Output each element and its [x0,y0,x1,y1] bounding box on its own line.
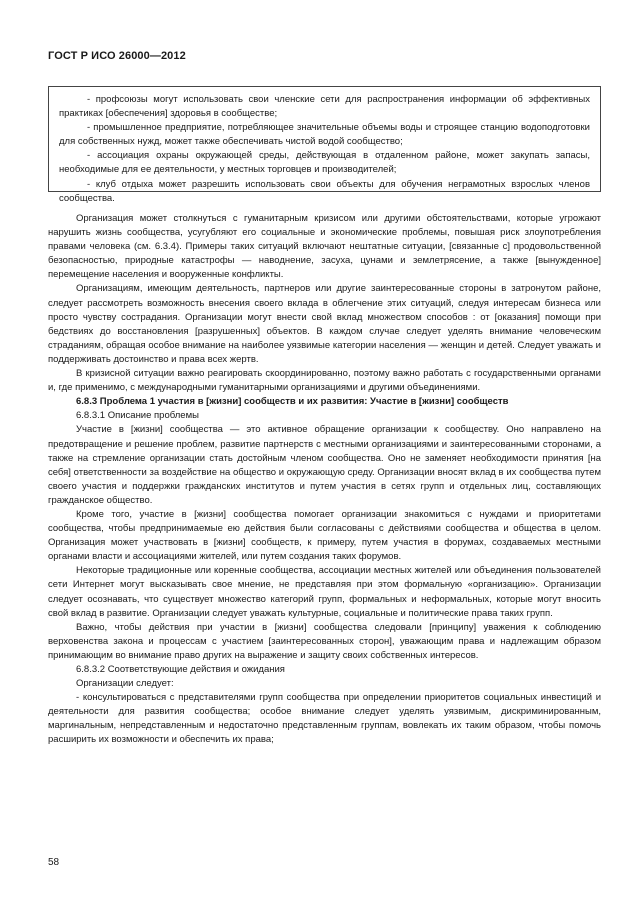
main-text [48,212,601,748]
subsection-heading: 6.8.3.2 Соответствующие действия и ожидания [76,664,285,675]
paragraph: В кризисной ситуации важно реагировать скоординированно, поэтому важно работать с государственными органами и, где применимо, с международными гуманитарными организациями и другими объединениями. [48,368,601,394]
paragraph: Некоторые традиционные или коренные сообщества, ассоциации местных жителей или объединения пользователей сети Интернет могут высказывать свое мнение, не представляя при этом формальную «организацию». Организации следует осознавать, что существует множество категорий групп, формальных и неформальных, которые могут вносить свой вклад в развитие. Организации следует уважать культурные, социальные и политические права таких групп. [48,565,601,619]
standard-header: ГОСТ Р ИСО 26000—2012 [48,50,186,62]
box-item: - профсоюзы могут использовать свои членские сети для распространения информации об эффективных практиках [обеспечения] здоровья в сообществе; [59,94,590,120]
box-item: - клуб отдыха может разрешить использовать свои объекты для обучения неграмотных взрослых членов сообщества. [59,178,590,204]
page-number: 58 [48,857,60,868]
paragraph: Организациям, имеющим деятельность, партнеров или другие заинтересованные стороны в затронутом районе, следует рассмотреть возможность внесения своего вклада в облегчение этих ситуаций, следуя интересам бизнеса или просто чувству сострадания. Организации могут внести свой вклад множеством способов : от [оказания] помощи при бедствиях до восстановления [разрушенных] объектов. В каждом случае следует уделять внимание человеческим страданиям, обращая особое внимание на наиболее уязвимые категории населения — женщин и детей. Следует уважать и поддерживать достоинство и права всех жертв. [48,283,601,365]
subsection-heading: 6.8.3.1 Описание проблемы [76,410,199,422]
section-heading: 6.8.3 Проблема 1 участия в [жизни] сообществ и их развития: Участие в [жизни] сообществ [76,396,509,408]
paragraph: Участие в [жизни] сообщества — это активное обращение организации к сообществу. Оно направлено на предотвращение и решение проблем, развитие партнерств с местными организациями и заинтересованными сторонами, а также на стремление организации стать достойным членом сообщества. Оно не заменяет необходимости принятия [на себя] ответственности за воздействие на общество и окружающую среду. Организации вносят вклад в их сообщества путем своего участия и поддержки гражданских институтов и путем участия в сетях групп и отдельных лиц, составляющих гражданское общество. [48,424,601,506]
paragraph: Важно, чтобы действия при участии в [жизни] сообщества следовали [принципу] уважения к соблюдению верховенства закона и процессам с участием [заинтересованных сторон], уважающим права и надлежащим образом принимающим во внимание право других на выражение и защиту своих собственных интересов. [48,621,601,661]
examples-box [48,86,601,204]
paragraph: Кроме того, участие в [жизни] сообщества помогает организации знакомиться с нуждами и приоритетами сообщества, чтобы предпринимаемые ею действия были согласованы с действиями сообщества и общества в целом. Организация может участвовать в [жизни] сообществ, к примеру, путем участия в форумах, создаваемых местными органами власти и ассоциациями жителей, или путем создания таких форумов. [48,508,601,563]
box-item: - промышленное предприятие, потребляющее значительные объемы воды и строящее станцию водоподготовки для собственных нужд, может также обеспечивать чистой водой сообщество; [59,122,590,148]
paragraph: Организация может столкнуться с гуманитарным кризисом или другими обстоятельствами, которые угрожают нарушить жизнь сообщества, усугубляют его социальные и экономические проблемы, повышая риск злоупотребления правами человека (см. 6.3.4). Примеры таких ситуаций включают нештатные ситуации, [связанные с] продовольственной безопасностью, природные катастрофы — наводнение, засуха, цунами и землетрясение, а также [вынужденное] перемещение населения и вооруженные конфликты. [48,213,601,281]
paragraph: Организации следует: [76,678,174,690]
box-item: - ассоциация охраны окружающей среды, действующая в отдаленном районе, может закупать запасы, необходимые для ее деятельности, у местных торговцев и производителей; [59,150,590,176]
list-item: - консультироваться с представителями групп сообщества при определении приоритетов социальных инвестиций и деятельности для развития сообщества; особое внимание следует уделять уязвимым, дискриминированным, маргинальным, непредставленным и недостаточно представленным группам, вовлекать их таким образом, чтобы помочь расширить их возможности и обеспечить их права; [48,692,601,746]
